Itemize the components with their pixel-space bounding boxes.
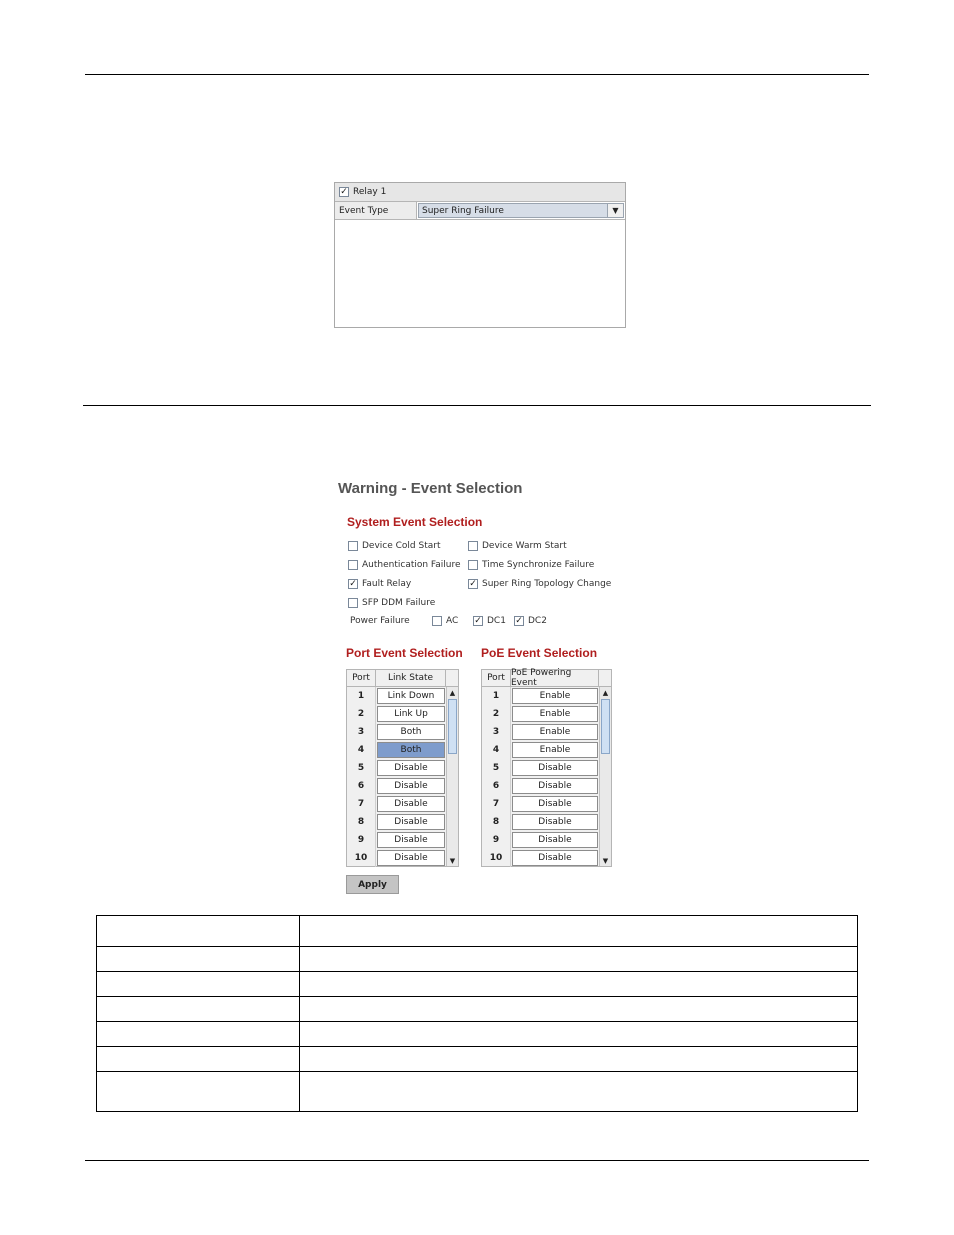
table-cell bbox=[97, 947, 300, 972]
event-select[interactable]: Enable bbox=[512, 688, 598, 704]
system-event-option[interactable] bbox=[468, 559, 594, 571]
system-event-option[interactable] bbox=[348, 578, 411, 590]
poe-port-col-header: Port bbox=[482, 670, 511, 686]
port-number: 1 bbox=[482, 687, 511, 705]
event-type-value: Super Ring Failure bbox=[422, 205, 504, 216]
scroll-down-icon[interactable]: ▼ bbox=[602, 856, 609, 865]
chevron-down-icon[interactable]: ▼ bbox=[607, 204, 623, 217]
table-row bbox=[97, 1047, 858, 1072]
apply-button[interactable]: Apply bbox=[346, 875, 399, 894]
table-cell bbox=[97, 1047, 300, 1072]
event-select[interactable]: Enable bbox=[512, 742, 598, 758]
system-event-label: Fault Relay bbox=[362, 579, 412, 589]
system-event-label: Device Warm Start bbox=[482, 541, 567, 551]
port-number: 3 bbox=[347, 723, 376, 741]
system-event-checkbox[interactable] bbox=[348, 560, 358, 570]
event-select[interactable]: Disable bbox=[377, 850, 445, 866]
power-checkbox[interactable]: ✓ bbox=[515, 615, 523, 626]
table-cell bbox=[300, 997, 858, 1022]
table-row bbox=[482, 813, 611, 831]
page-title: Warning - Event Selection bbox=[338, 480, 523, 497]
port-number: 10 bbox=[482, 849, 511, 867]
system-event-title: System Event Selection bbox=[347, 515, 483, 529]
port-table-scrollbar[interactable] bbox=[446, 687, 458, 866]
system-event-label: Authentication Failure bbox=[362, 560, 461, 570]
event-select[interactable]: Link Down bbox=[377, 688, 445, 704]
port-number: 9 bbox=[347, 831, 376, 849]
system-event-option[interactable] bbox=[348, 559, 461, 571]
port-number: 4 bbox=[347, 741, 376, 759]
system-event-label: Time Synchronize Failure bbox=[482, 560, 595, 570]
table-cell bbox=[300, 1022, 858, 1047]
power-failure-label bbox=[350, 615, 410, 627]
table-row bbox=[347, 759, 458, 777]
table-row bbox=[347, 687, 458, 705]
poe-event-table bbox=[481, 669, 612, 867]
event-select[interactable]: Disable bbox=[512, 760, 598, 776]
system-event-option[interactable] bbox=[348, 540, 441, 552]
system-event-checkbox[interactable]: ✓ bbox=[469, 578, 477, 589]
table-row bbox=[347, 831, 458, 849]
section-divider bbox=[83, 405, 871, 406]
event-select[interactable]: Disable bbox=[377, 778, 445, 794]
description-table bbox=[96, 915, 858, 1112]
system-event-option[interactable] bbox=[348, 597, 435, 609]
table-row bbox=[482, 723, 611, 741]
power-option-dc1[interactable] bbox=[473, 615, 506, 627]
event-type-select[interactable] bbox=[418, 203, 624, 218]
event-type-row bbox=[335, 202, 625, 220]
poe-table-header bbox=[482, 670, 611, 687]
event-select[interactable]: Disable bbox=[377, 760, 445, 776]
port-number: 4 bbox=[482, 741, 511, 759]
power-label: DC1 bbox=[487, 616, 506, 626]
table-row bbox=[347, 813, 458, 831]
port-number: 10 bbox=[347, 849, 376, 867]
event-type-label: Event Type bbox=[335, 202, 417, 219]
table-row bbox=[482, 795, 611, 813]
table-row bbox=[347, 777, 458, 795]
port-table-header bbox=[347, 670, 458, 687]
relay-panel bbox=[334, 182, 626, 328]
port-number: 3 bbox=[482, 723, 511, 741]
table-cell bbox=[97, 916, 300, 947]
poe-powering-col-header: PoE Powering Event bbox=[511, 670, 599, 686]
event-select[interactable]: Enable bbox=[512, 706, 598, 722]
table-cell bbox=[300, 947, 858, 972]
table-row bbox=[347, 795, 458, 813]
event-select[interactable]: Enable bbox=[512, 724, 598, 740]
table-cell bbox=[97, 1022, 300, 1047]
event-select[interactable]: Both bbox=[377, 724, 445, 740]
system-event-option[interactable] bbox=[468, 578, 611, 590]
event-select[interactable]: Disable bbox=[512, 778, 598, 794]
port-number: 1 bbox=[347, 687, 376, 705]
port-event-table bbox=[346, 669, 459, 867]
power-label: AC bbox=[446, 616, 459, 626]
table-row bbox=[482, 741, 611, 759]
port-number: 5 bbox=[347, 759, 376, 777]
system-event-checkbox[interactable] bbox=[468, 560, 478, 570]
event-select[interactable]: Disable bbox=[377, 832, 445, 848]
header-rule bbox=[85, 74, 869, 75]
system-event-checkbox[interactable]: ✓ bbox=[349, 578, 357, 589]
port-number: 7 bbox=[482, 795, 511, 813]
scroll-up-icon[interactable]: ▲ bbox=[449, 688, 456, 697]
scroll-down-icon[interactable]: ▼ bbox=[449, 856, 456, 865]
table-row bbox=[97, 972, 858, 997]
power-label: DC2 bbox=[528, 616, 547, 626]
event-select[interactable]: Disable bbox=[512, 850, 598, 866]
table-row bbox=[347, 705, 458, 723]
table-row bbox=[97, 1022, 858, 1047]
table-row bbox=[97, 997, 858, 1022]
table-cell bbox=[97, 1072, 300, 1112]
table-row bbox=[347, 741, 458, 759]
scroll-thumb[interactable] bbox=[448, 699, 457, 754]
table-cell bbox=[300, 972, 858, 997]
system-event-checkbox[interactable] bbox=[348, 541, 358, 551]
port-number: 2 bbox=[482, 705, 511, 723]
port-number: 8 bbox=[347, 813, 376, 831]
table-row bbox=[347, 723, 458, 741]
event-select[interactable]: Both bbox=[377, 742, 445, 758]
relay-header bbox=[335, 183, 625, 202]
port-number: 6 bbox=[482, 777, 511, 795]
port-event-title: Port Event Selection bbox=[346, 646, 463, 660]
power-failure-text: Power Failure bbox=[350, 616, 410, 626]
scroll-up-icon[interactable]: ▲ bbox=[602, 688, 609, 697]
power-checkbox[interactable]: ✓ bbox=[474, 615, 482, 626]
event-select[interactable]: Disable bbox=[512, 832, 598, 848]
table-row bbox=[97, 1072, 858, 1112]
table-row bbox=[482, 705, 611, 723]
footer-rule bbox=[85, 1160, 869, 1161]
event-select[interactable]: Disable bbox=[512, 814, 598, 830]
table-row bbox=[482, 759, 611, 777]
table-cell bbox=[300, 916, 858, 947]
table-row bbox=[482, 831, 611, 849]
relay-checkbox[interactable]: ✓ bbox=[340, 186, 348, 197]
system-event-label: Super Ring Topology Change bbox=[482, 579, 612, 589]
relay-label: Relay 1 bbox=[353, 187, 387, 197]
port-col-header: Port bbox=[347, 670, 376, 686]
power-option-ac[interactable] bbox=[432, 615, 458, 627]
port-number: 2 bbox=[347, 705, 376, 723]
event-select[interactable]: Disable bbox=[377, 814, 445, 830]
table-cell bbox=[300, 1047, 858, 1072]
table-row bbox=[482, 687, 611, 705]
port-number: 8 bbox=[482, 813, 511, 831]
port-number: 6 bbox=[347, 777, 376, 795]
table-row bbox=[482, 777, 611, 795]
system-event-label: Device Cold Start bbox=[362, 541, 441, 551]
system-event-checkbox[interactable] bbox=[348, 598, 358, 608]
table-row bbox=[482, 849, 611, 867]
event-select[interactable]: Disable bbox=[512, 796, 598, 812]
event-select[interactable]: Disable bbox=[377, 796, 445, 812]
table-cell bbox=[97, 997, 300, 1022]
table-cell bbox=[300, 1072, 858, 1112]
scroll-thumb[interactable] bbox=[601, 699, 610, 754]
system-event-option[interactable] bbox=[468, 540, 567, 552]
table-row bbox=[97, 947, 858, 972]
power-option-dc2[interactable] bbox=[514, 615, 547, 627]
link-state-col-header: Link State bbox=[376, 670, 446, 686]
system-event-label: SFP DDM Failure bbox=[362, 598, 436, 608]
port-number: 5 bbox=[482, 759, 511, 777]
table-row bbox=[97, 916, 858, 947]
table-cell bbox=[97, 972, 300, 997]
port-number: 7 bbox=[347, 795, 376, 813]
poe-event-title: PoE Event Selection bbox=[481, 646, 598, 660]
table-row bbox=[347, 849, 458, 867]
poe-table-scrollbar[interactable] bbox=[599, 687, 611, 866]
power-checkbox[interactable] bbox=[432, 616, 442, 626]
event-select[interactable]: Link Up bbox=[377, 706, 445, 722]
system-event-checkbox[interactable] bbox=[468, 541, 478, 551]
port-number: 9 bbox=[482, 831, 511, 849]
